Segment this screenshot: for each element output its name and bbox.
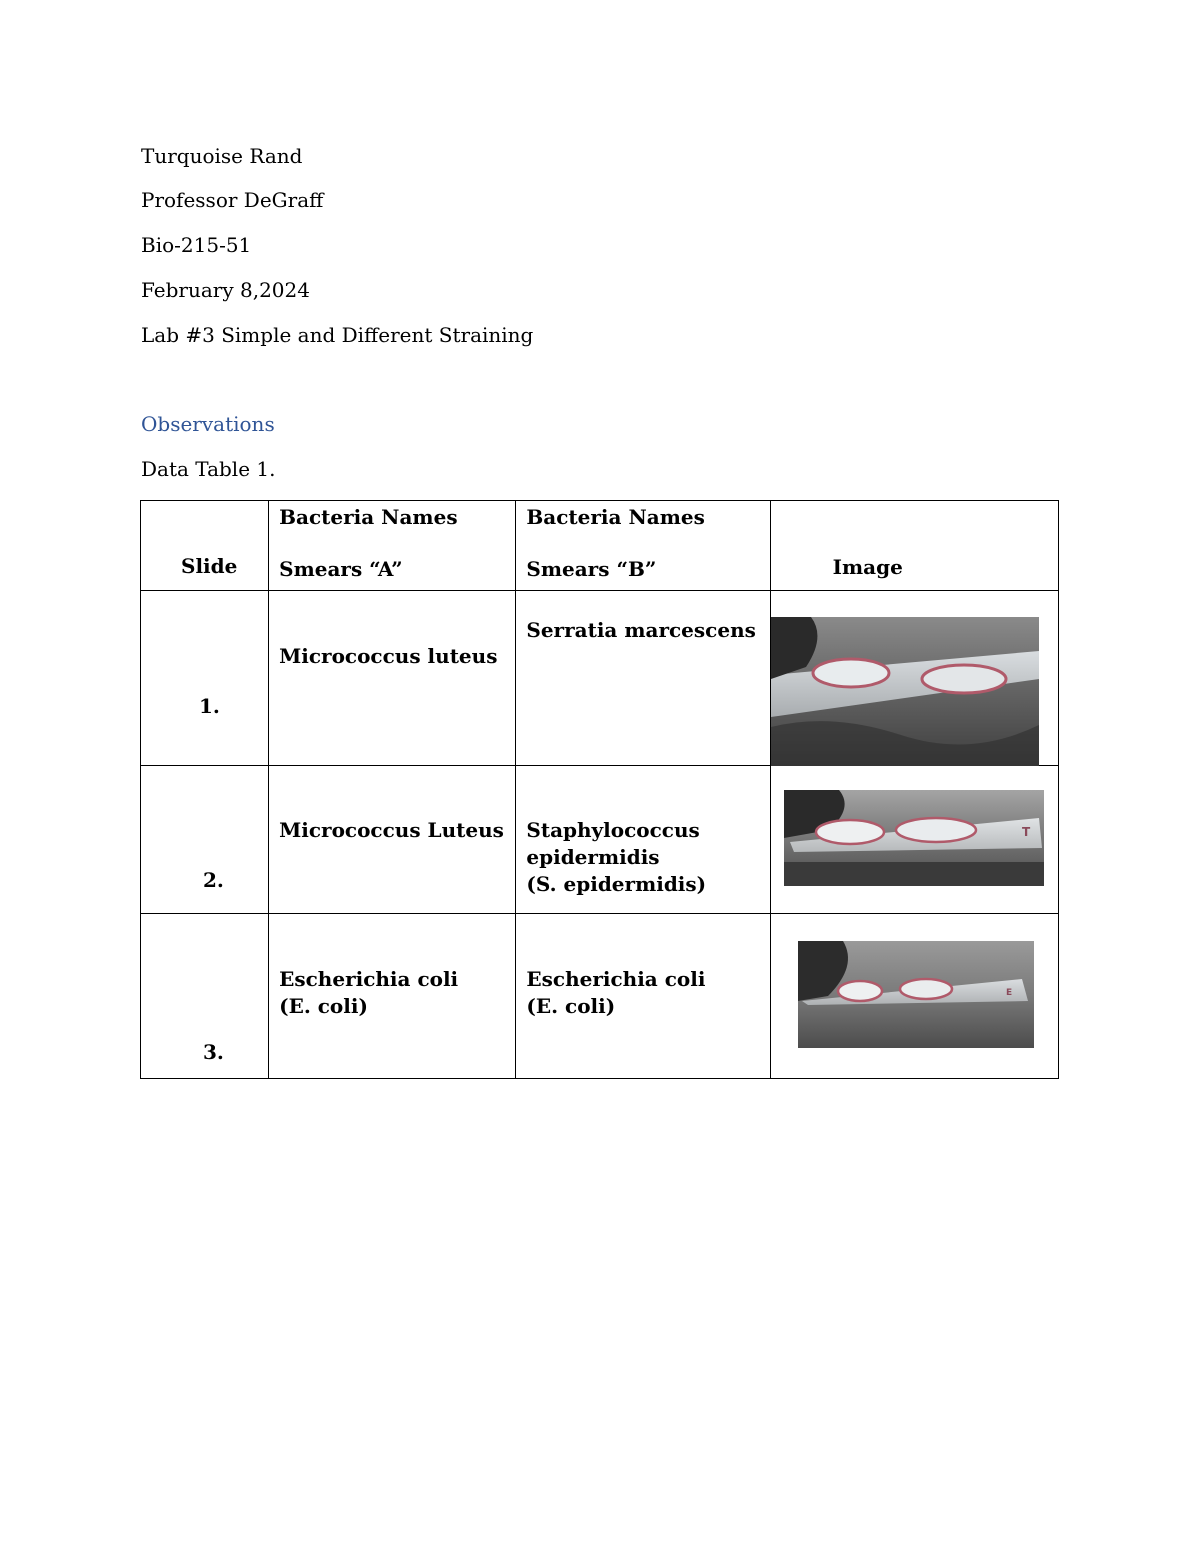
table-caption: Data Table 1. [141, 457, 276, 481]
slide-number: 1. [199, 694, 220, 718]
header-smears-b-bottom: Smears “B” [526, 557, 657, 581]
slide-number: 2. [203, 868, 224, 892]
header-smears-b-top: Bacteria Names [526, 505, 705, 529]
smear-a-name-line2: (E. coli) [279, 994, 368, 1018]
smear-b-name-line1: Staphylococcus [526, 818, 700, 842]
smear-a-name: Micrococcus Luteus [279, 818, 504, 842]
course-code: Bio-215-51 [141, 233, 252, 257]
slide-cell [141, 591, 269, 766]
header-image-label: Image [832, 555, 903, 579]
smear-b-cell [516, 914, 770, 1079]
smear-b-cell [516, 591, 770, 766]
image-cell [770, 766, 1058, 914]
slide-cell [141, 914, 269, 1079]
report-date: February 8,2024 [141, 278, 310, 302]
observations-heading: Observations [141, 412, 275, 436]
image-cell [770, 591, 1058, 766]
header-cell-slide [141, 501, 269, 591]
header-cell-image [770, 501, 1058, 591]
header-cell-smears-a [269, 501, 516, 591]
smear-b-name-line3: (S. epidermidis) [526, 872, 707, 896]
image-cell [770, 914, 1058, 1079]
header-cell-smears-b [516, 501, 770, 591]
data-table [140, 500, 1059, 1079]
smear-a-name-line1: Escherichia coli [279, 967, 459, 991]
smear-a-cell [269, 766, 516, 914]
smear-a-name: Micrococcus luteus [279, 644, 498, 668]
smear-a-cell [269, 914, 516, 1079]
table-row [141, 914, 1059, 1079]
svg-text:E: E [1005, 988, 1012, 998]
smear-b-name-line2: (E. coli) [526, 994, 616, 1018]
professor-name: Professor DeGraff [141, 188, 324, 212]
header-smears-a-bottom: Smears “A” [279, 557, 403, 581]
smear-b-name-line2: epidermidis [526, 845, 660, 869]
header-slide-label: Slide [181, 554, 238, 578]
slide-photo-icon [798, 941, 1034, 1048]
smear-a-cell [269, 591, 516, 766]
header-smears-a-top: Bacteria Names [279, 505, 458, 529]
slide-cell [141, 766, 269, 914]
lab-title: Lab #3 Simple and Different Straining [141, 323, 534, 347]
smear-b-cell [516, 766, 770, 914]
author-name: Turquoise Rand [141, 144, 303, 168]
svg-text:T: T [1021, 825, 1030, 839]
table-header-row [141, 501, 1059, 591]
table-row [141, 591, 1059, 766]
smear-b-name: Serratia marcescens [526, 618, 756, 642]
smear-b-name-line1: Escherichia coli [526, 967, 706, 991]
slide-number: 3. [203, 1040, 224, 1064]
slide-photo-icon [784, 790, 1044, 886]
slide-photo-icon [771, 617, 1039, 766]
table-row [141, 766, 1059, 914]
